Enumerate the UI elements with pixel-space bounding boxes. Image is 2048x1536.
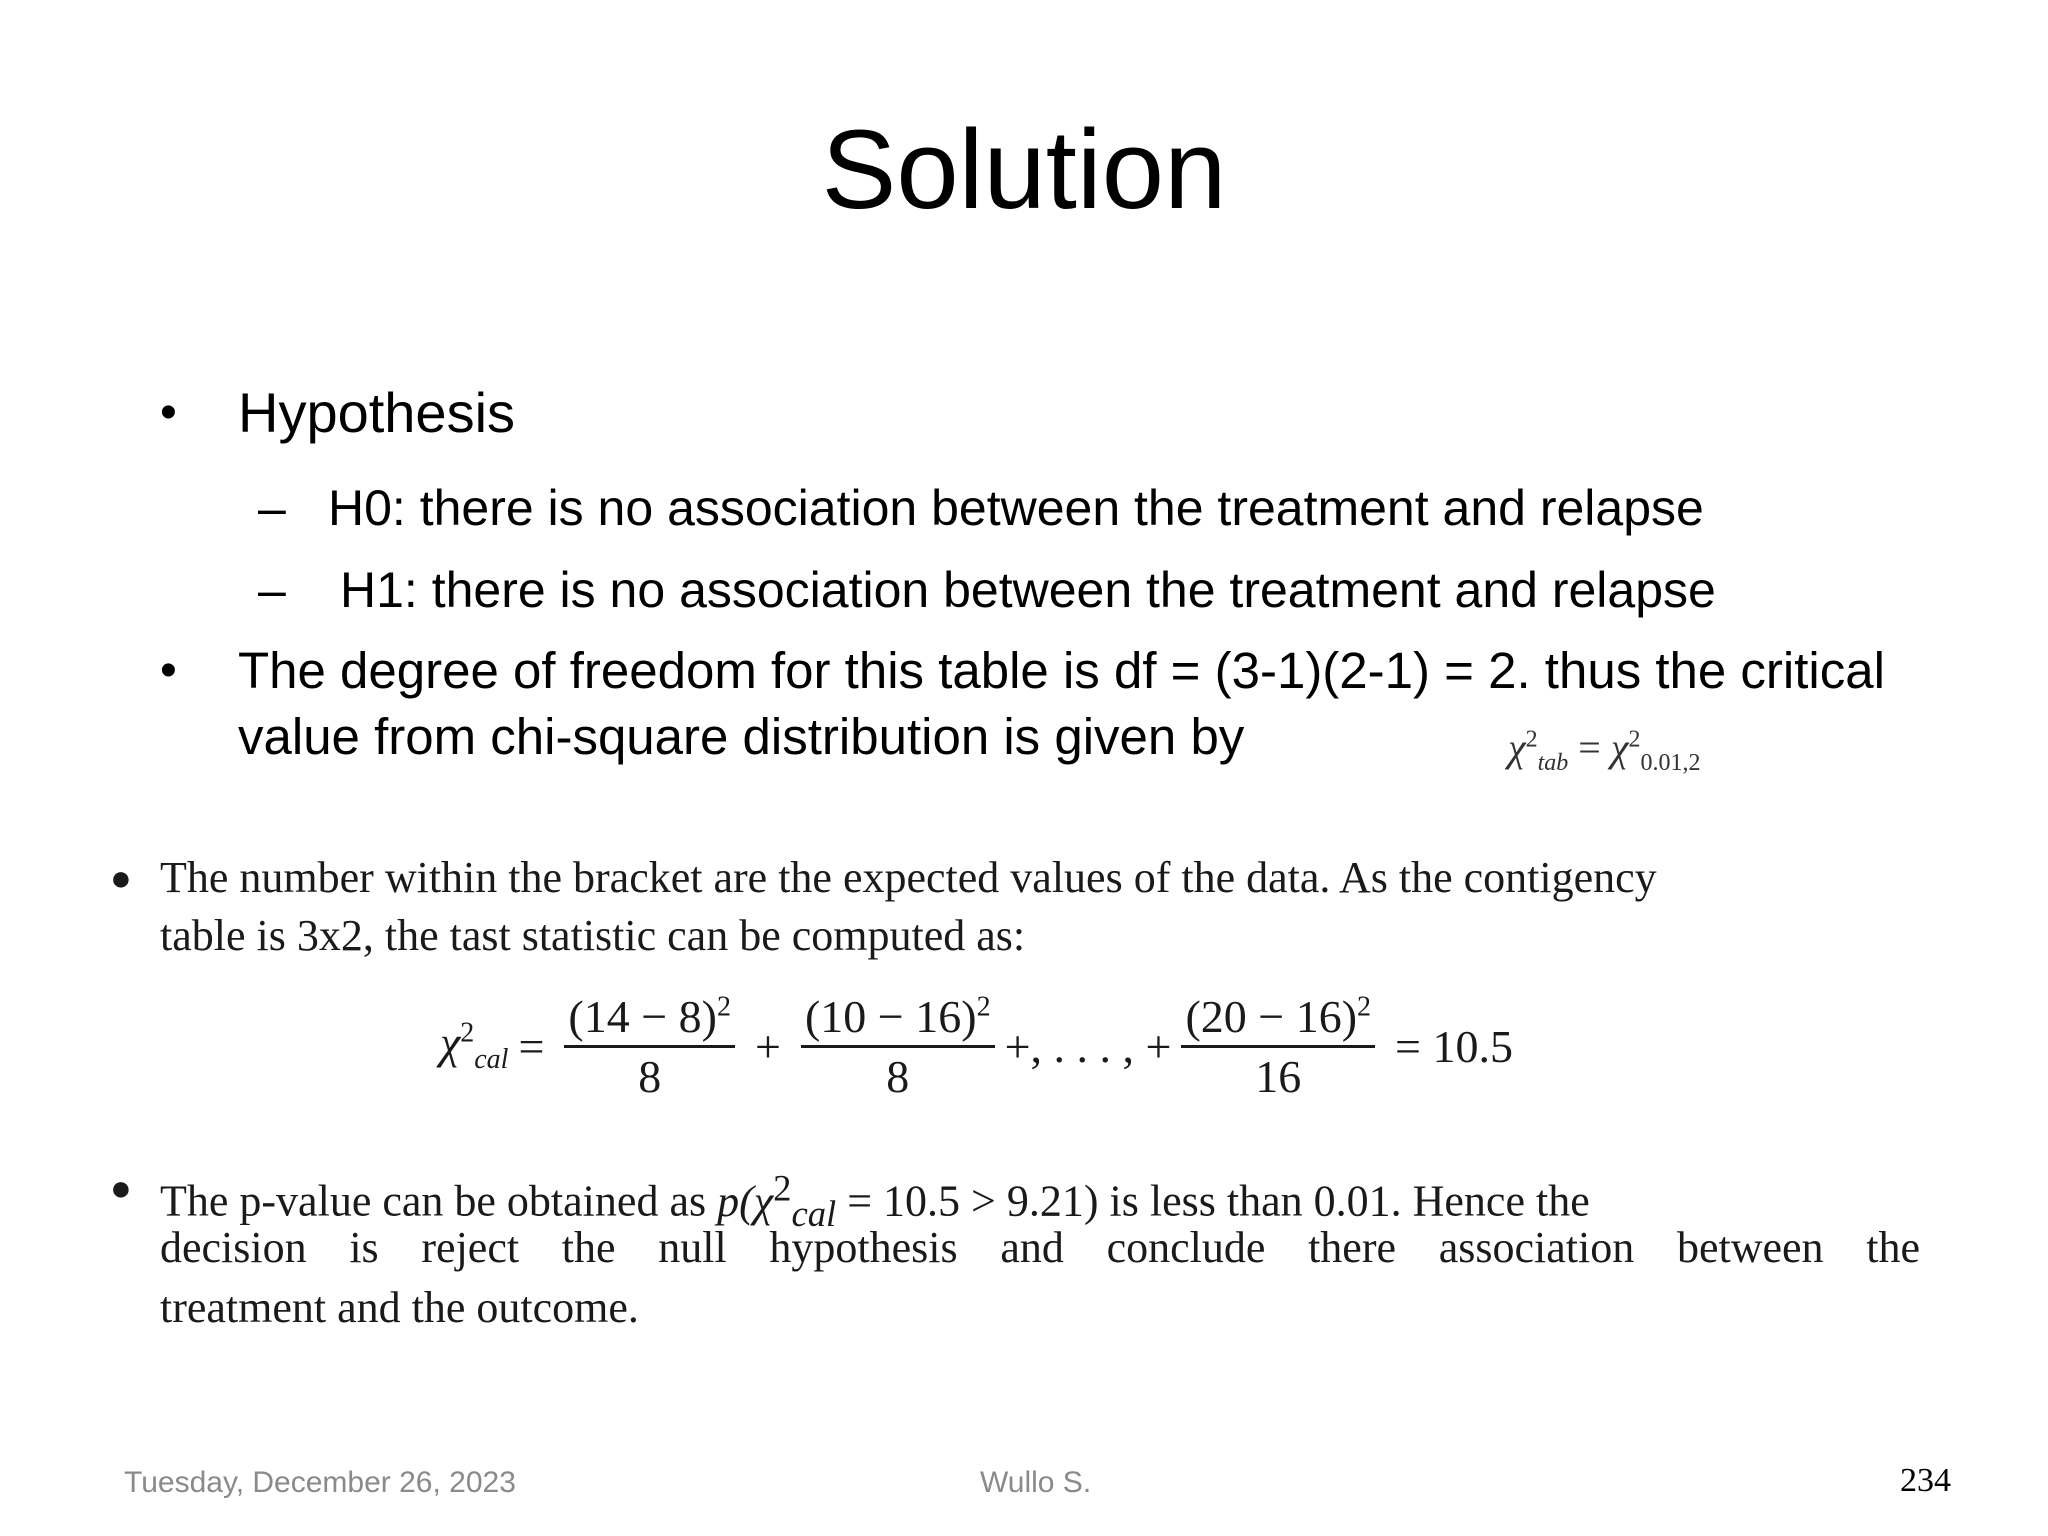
- ellipsis-terms: +, . . . , +: [1004, 1021, 1172, 1072]
- pvalue-line-1-rest: = 10.5 > 9.21) is less than 0.01. Hence the: [836, 1176, 1590, 1226]
- chi-tab-sub: tab: [1537, 750, 1569, 776]
- term1-exponent: 2: [717, 991, 732, 1023]
- chi-symbol: χ: [1610, 725, 1629, 770]
- term3-exponent: 2: [1357, 991, 1372, 1023]
- chi-symbol: χ: [1508, 725, 1526, 770]
- pvalue-line-3: treatment and the outcome.: [160, 1283, 639, 1332]
- dof-line-1: The degree of freedom for this table is df = (3-1)(2-1) = 2. thus the critical: [238, 642, 1885, 699]
- term3-numerator: (20 − 16): [1185, 991, 1358, 1042]
- fraction-term-1: [564, 990, 735, 1103]
- chi-symbol: χ: [440, 1017, 461, 1069]
- h0-text: H0: there is no association between the treatment and relapse: [328, 480, 1704, 536]
- pvalue-expression: $p(\chi^2_{cal}$: [717, 1167, 837, 1234]
- chi-tab-formula: [1508, 724, 1700, 777]
- footer-author: Wullo S.: [980, 1466, 1092, 1499]
- equals-sign: =: [518, 1021, 545, 1072]
- chi-square-equation: [440, 990, 1523, 1103]
- chi-rhs-sup: 2: [1628, 726, 1641, 753]
- fraction-term-2: [801, 990, 995, 1103]
- chi-cal-term: [440, 1016, 508, 1076]
- bullet-dot: •: [160, 644, 177, 697]
- expected-line-1: The number within the bracket are the expected values of the data. As the contigency: [160, 853, 1657, 902]
- dash-marker: –: [258, 480, 286, 536]
- bullet-dot: ●: [110, 1168, 132, 1208]
- term2-numerator: (10 − 16): [804, 991, 977, 1042]
- chi-cal-sub: cal: [474, 1044, 509, 1076]
- fraction-term-3: [1181, 990, 1375, 1103]
- term3-denominator: 16: [1255, 1051, 1302, 1102]
- plus-sign: +: [755, 1021, 781, 1072]
- term2-denominator: 8: [886, 1051, 910, 1102]
- bullet-dot: •: [160, 386, 177, 439]
- h1-text: H1: there is no association between the treatment and relapse: [340, 562, 1716, 618]
- term1-denominator: 8: [638, 1051, 662, 1102]
- equals-sign: =: [1578, 725, 1601, 770]
- bullet-dot: ●: [110, 858, 132, 898]
- chi-cal-sup: 2: [460, 1018, 475, 1050]
- term1-numerator: (14 − 8): [568, 991, 718, 1042]
- expected-line-2: table is 3x2, the tast statistic can be computed as:: [160, 911, 1026, 960]
- dash-marker: –: [258, 562, 286, 618]
- pvalue-line-1-text: The p-value can be obtained as: [160, 1176, 707, 1226]
- footer-date: Tuesday, December 26, 2023: [124, 1466, 516, 1499]
- chi-tab-sup: 2: [1525, 726, 1538, 753]
- chi-rhs-sub: 0.01,2: [1640, 750, 1701, 776]
- term2-exponent: 2: [976, 991, 991, 1023]
- equation-result: = 10.5: [1395, 1021, 1513, 1072]
- hypothesis-heading: Hypothesis: [238, 381, 516, 444]
- slide-title: Solution: [821, 107, 1227, 232]
- dof-line-2: value from chi-square distribution is given by: [238, 708, 1245, 765]
- pvalue-line-2: decision is reject the null hypothesis and conclude there association between the: [160, 1223, 1920, 1272]
- page-number: 234: [1900, 1462, 1951, 1499]
